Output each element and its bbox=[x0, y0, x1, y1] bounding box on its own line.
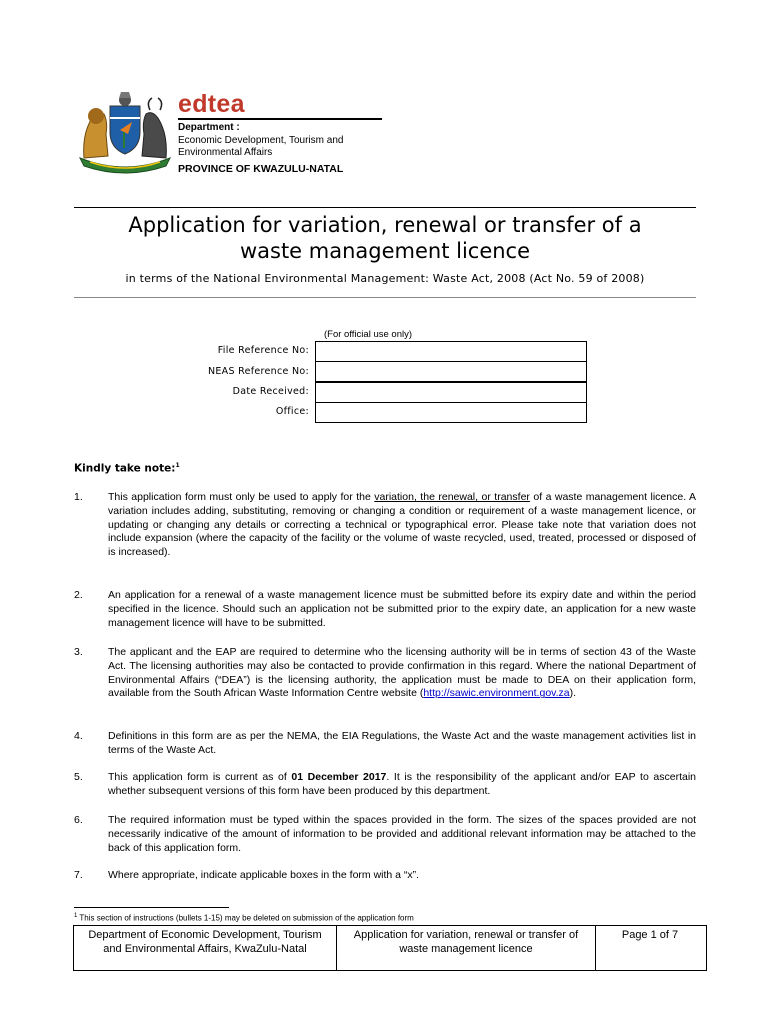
date-received-label: Date Received: bbox=[232, 386, 309, 397]
note-1 bbox=[108, 491, 696, 560]
note-number-4: 4. bbox=[74, 730, 83, 742]
note-3-text-a: The applicant and the EAP are required to determine who the licensing authority will be in terms of section 43 of the Waste Act. The licensing authorities may also be contacted to provide confirmation in this regard. Where the national Department of Environmental Affairs (“DEA”) is the licensing authority, the application must be made to DEA on their application form, available from the South African Waste Information Centre website ( bbox=[108, 646, 696, 700]
notes-heading bbox=[74, 462, 180, 475]
note-5-text-a: This application form is current as of bbox=[108, 771, 292, 783]
note-3-text-b: ). bbox=[569, 687, 577, 700]
footer-page-number: Page 1 of 7 bbox=[621, 929, 679, 941]
official-use-note: (For official use only) bbox=[324, 329, 412, 340]
date-received-field[interactable] bbox=[315, 382, 587, 403]
office-field[interactable] bbox=[315, 402, 587, 423]
note-1-underlined: variation, the renewal, or transfer bbox=[374, 491, 530, 503]
neas-reference-field[interactable] bbox=[315, 361, 587, 382]
footnote-rule bbox=[74, 907, 229, 908]
note-1-text-b: of a waste management licence. A variation includes adding, substituting, removing or changing a condition or requirement of a waste management licence, or updating or changing any details or correcting a technical or typographical error. Please take note that variation does not include expansion (where the capacity of the facility or the volume of waste recycled, used, treated, processed or disposed of is increased). bbox=[108, 491, 696, 559]
brand-underline bbox=[178, 118, 382, 120]
note-number-3: 3. bbox=[74, 646, 83, 658]
note-5-date: 01 December 2017 bbox=[291, 771, 387, 783]
brand-name: edtea bbox=[178, 90, 245, 118]
title-line-1: Application for variation, renewal or transfer of a bbox=[128, 213, 642, 237]
file-reference-label: File Reference No: bbox=[217, 345, 309, 356]
office-label: Office: bbox=[275, 406, 309, 417]
footnote bbox=[74, 913, 414, 923]
province-name: PROVINCE OF KWAZULU-NATAL bbox=[178, 163, 344, 175]
footer-document-name: Application for variation, renewal or transfer of waste management licence bbox=[337, 926, 596, 970]
footnote-number: 1 bbox=[74, 913, 78, 919]
coat-of-arms-icon bbox=[74, 88, 176, 174]
page-footer bbox=[73, 925, 707, 971]
title-bottom-rule bbox=[74, 297, 696, 298]
note-number-7: 7. bbox=[74, 869, 83, 881]
note-7: Where appropriate, indicate applicable boxes in the form with a “x”. bbox=[108, 869, 420, 881]
notes-heading-text: Kindly take note: bbox=[74, 462, 176, 475]
footnote-text: This section of instructions (bullets 1-15) may be deleted on submission of the application form bbox=[79, 913, 414, 923]
department-name-line-2: Environmental Affairs bbox=[178, 147, 273, 158]
document-title bbox=[74, 212, 696, 264]
note-number-5: 5. bbox=[74, 771, 83, 783]
note-2: An application for a renewal of a waste management licence must be submitted before its expiry date and within the period specified in the licence. Should such an application not be submitted prior to the expiry date, an application for a new waste management licence will have to be submitted. bbox=[108, 589, 696, 629]
note-number-2: 2. bbox=[74, 589, 83, 601]
footer-department: Department of Economic Development, Tourism and Environmental Affairs, KwaZulu-Natal bbox=[74, 926, 337, 970]
note-5-text-b: . It is the responsibility of the applicant and/or EAP to ascertain whether subsequent versions of this form have been produced by this department. bbox=[108, 771, 696, 797]
note-6: The required information must be typed within the spaces provided in the form. The sizes of the spaces provided are not necessarily indicative of the amount of information to be provided and additional relevant information may be attached to the back of this application form. bbox=[108, 814, 696, 854]
department-name-line-1: Economic Development, Tourism and bbox=[178, 135, 344, 146]
sawic-link[interactable]: http://sawic.environment.gov.za bbox=[423, 687, 570, 700]
note-4: Definitions in this form are as per the NEMA, the EIA Regulations, the Waste Act and the waste management activities list in terms of the Waste Act. bbox=[108, 730, 696, 756]
note-3 bbox=[108, 646, 696, 701]
note-number-6: 6. bbox=[74, 814, 83, 826]
document-subtitle: in terms of the National Environmental Management: Waste Act, 2008 (Act No. 59 of 2008) bbox=[125, 272, 645, 285]
neas-reference-label: NEAS Reference No: bbox=[207, 366, 309, 377]
file-reference-field[interactable] bbox=[315, 341, 587, 362]
footnote-ref: 1 bbox=[175, 462, 180, 469]
note-5 bbox=[108, 771, 696, 799]
department-label: Department : bbox=[178, 122, 240, 133]
title-top-rule bbox=[74, 207, 696, 208]
note-number-1: 1. bbox=[74, 491, 83, 503]
note-1-text-a: This application form must only be used to apply for the bbox=[108, 491, 375, 503]
title-line-2: waste management licence bbox=[239, 239, 531, 263]
